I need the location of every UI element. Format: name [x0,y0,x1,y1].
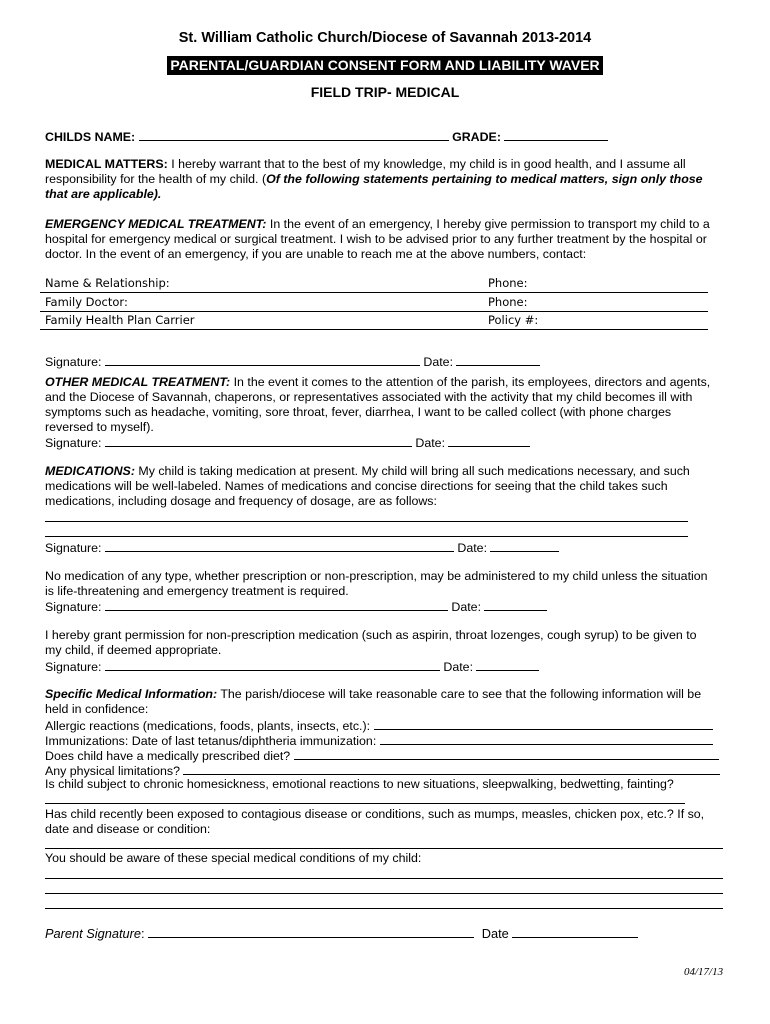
exposed-line2: date and disease or condition: [45,822,211,836]
specific-line2: held in confidence: [45,702,149,716]
allergic-field[interactable] [374,717,713,730]
emergency-line3: doctor. In the event of an emergency, if you are unable to reach me at the above numbers, contact: [45,247,587,261]
parent-date-field[interactable] [512,925,638,938]
nonprescription-date-field[interactable] [476,658,539,671]
allergic-label: Allergic reactions (medications, foods, plants, insects, etc.): [45,719,371,733]
signature-label: Signature: [45,600,102,614]
contact-row-1-line[interactable] [40,292,708,293]
specific-line1 [45,687,701,702]
childs-name-label: CHILDS NAME: [45,130,136,144]
aware-blank-line-3[interactable] [45,908,723,909]
contact-row-3-right: Policy #: [488,313,539,327]
aware-row: You should be aware of these special medical conditions of my child: [45,851,422,865]
emergency-label: EMERGENCY MEDICAL TREATMENT: [45,217,267,231]
diet-label: Does child have a medically prescribed diet? [45,749,291,763]
aware-blank-line-1[interactable] [45,878,723,879]
medications-line1 [45,464,690,479]
signature-label: Signature: [45,436,102,450]
signature-label: Signature: [45,660,102,674]
specific-label: Specific Medical Information: [45,687,218,701]
emergency-line1 [45,217,710,232]
emergency-text: In the event of an emergency, I hereby give permission to transport my child to a [266,217,710,231]
date-label: Date: [443,660,474,674]
emergency-date-field[interactable] [456,353,540,366]
form-subtitle-wrap [0,56,770,75]
medications-blank-line-1[interactable] [45,521,688,522]
physical-field[interactable] [183,762,720,775]
contact-row-1-left: Name & Relationship: [45,276,170,290]
contact-row-3-line[interactable] [40,329,708,330]
other-treatment-line4: reversed to myself). [45,420,154,434]
chronic-row: Is child subject to chronic homesickness, emotional reactions to new situations, sleepwalking, bedwetting, fainting? [45,777,674,791]
footer-revision-date: 04/17/13 [684,966,724,978]
contact-row-2-line[interactable] [40,311,708,312]
medical-matters-line2 [45,172,703,187]
no-medication-signature-field[interactable] [105,598,448,611]
grade-field[interactable] [504,128,608,141]
emergency-signature-row [45,353,540,370]
medical-matters-instruction: Of the following statements pertaining to medical matters, sign only those [266,172,703,186]
other-treatment-line1 [45,375,710,390]
medications-line2: medications will be well-labeled. Names of medications and concise directions for seeing that the child takes such [45,479,668,493]
no-medication-line1: No medication of any type, whether prescription or non-prescription, may be administered to my child unless the situation [45,569,708,583]
no-medication-date-field[interactable] [484,598,547,611]
parent-date-label: Date [481,926,509,941]
contact-row-1-right: Phone: [488,276,528,290]
other-treatment-date-field[interactable] [448,434,530,447]
nonprescription-line2: my child, if deemed appropriate. [45,643,222,657]
medical-matters-text: I hereby warrant that to the best of my knowledge, my child is in good health, and I assume all [167,157,686,171]
specific-text: The parish/diocese will take reasonable care to see that the following information will be [217,687,702,701]
contact-row-3-left: Family Health Plan Carrier [45,313,195,327]
parent-signature-colon: : [141,926,145,941]
aware-blank-line-2[interactable] [45,893,723,894]
medical-matters-line3: that are applicable). [45,187,162,201]
other-treatment-signature-row [45,434,530,451]
nonprescription-signature-field[interactable] [105,658,440,671]
medications-signature-field[interactable] [105,539,454,552]
medications-line3: medications, including dosage and frequency of dosage, are as follows: [45,494,437,508]
medications-blank-line-2[interactable] [45,536,688,537]
childs-name-field[interactable] [139,128,449,141]
other-treatment-text: In the event it comes to the attention of the parish, its employees, directors and agents, [230,375,711,389]
chronic-blank-line[interactable] [45,803,685,804]
medications-label: MEDICATIONS: [45,464,135,478]
no-medication-signature-row [45,598,547,615]
date-label: Date: [423,355,454,369]
form-subtitle: PARENTAL/GUARDIAN CONSENT FORM AND LIABILITY WAVER [167,56,602,75]
other-treatment-line2: and the Diocese of Savannah, chaperons, or representatives associated with the activity that my child becomes ill with [45,390,693,404]
immunizations-label: Immunizations: Date of last tetanus/diphtheria immunization: [45,734,377,748]
nonprescription-line1: I hereby grant permission for non-prescription medication (such as aspirin, throat lozenges, cough syrup) to be given to [45,628,697,642]
diet-field[interactable] [294,747,719,760]
medical-matters-text-2a: responsibility for the health of my child. ( [45,172,267,186]
other-treatment-line3: symptoms such as headache, vomiting, sore throat, fever, diarrhea, I want to be called collect (with phone charges [45,405,672,419]
form-title: St. William Catholic Church/Diocese of Savannah 2013-2014 [178,30,592,46]
childs-name-row [45,128,608,145]
other-treatment-signature-field[interactable] [105,434,412,447]
medical-matters-line1 [45,157,686,172]
form-type: FIELD TRIP- MEDICAL [310,84,460,100]
medications-signature-row [45,539,559,556]
parent-signature-label: Parent Signature [45,926,142,941]
contact-row-2-right: Phone: [488,295,528,309]
parent-signature-row [45,925,638,941]
medications-date-field[interactable] [490,539,559,552]
emergency-signature-field[interactable] [105,353,420,366]
date-label: Date: [457,541,488,555]
parent-signature-field[interactable] [148,925,474,938]
grade-label: GRADE: [452,130,501,144]
immunizations-field[interactable] [380,732,713,745]
signature-label: Signature: [45,355,102,369]
physical-label: Any physical limitations? [45,764,180,778]
exposed-line1: Has child recently been exposed to contagious disease or conditions, such as mumps, measles, chicken pox, etc.? If so, [45,807,705,821]
medications-text: My child is taking medication at present. My child will bring all such medications necessary, and such [134,464,690,478]
medical-matters-label: MEDICAL MATTERS: [45,157,168,171]
other-treatment-label: OTHER MEDICAL TREATMENT: [45,375,231,389]
date-label: Date: [451,600,482,614]
date-label: Date: [415,436,446,450]
contact-row-2-left: Family Doctor: [45,295,128,309]
signature-label: Signature: [45,541,102,555]
nonprescription-signature-row [45,658,539,675]
no-medication-line2: is life-threatening and emergency treatment is required. [45,584,349,598]
emergency-line2: hospital for emergency medical or surgical treatment. I wish to be advised prior to any further treatment by the hospital or [45,232,707,246]
exposed-blank-line[interactable] [45,848,723,849]
